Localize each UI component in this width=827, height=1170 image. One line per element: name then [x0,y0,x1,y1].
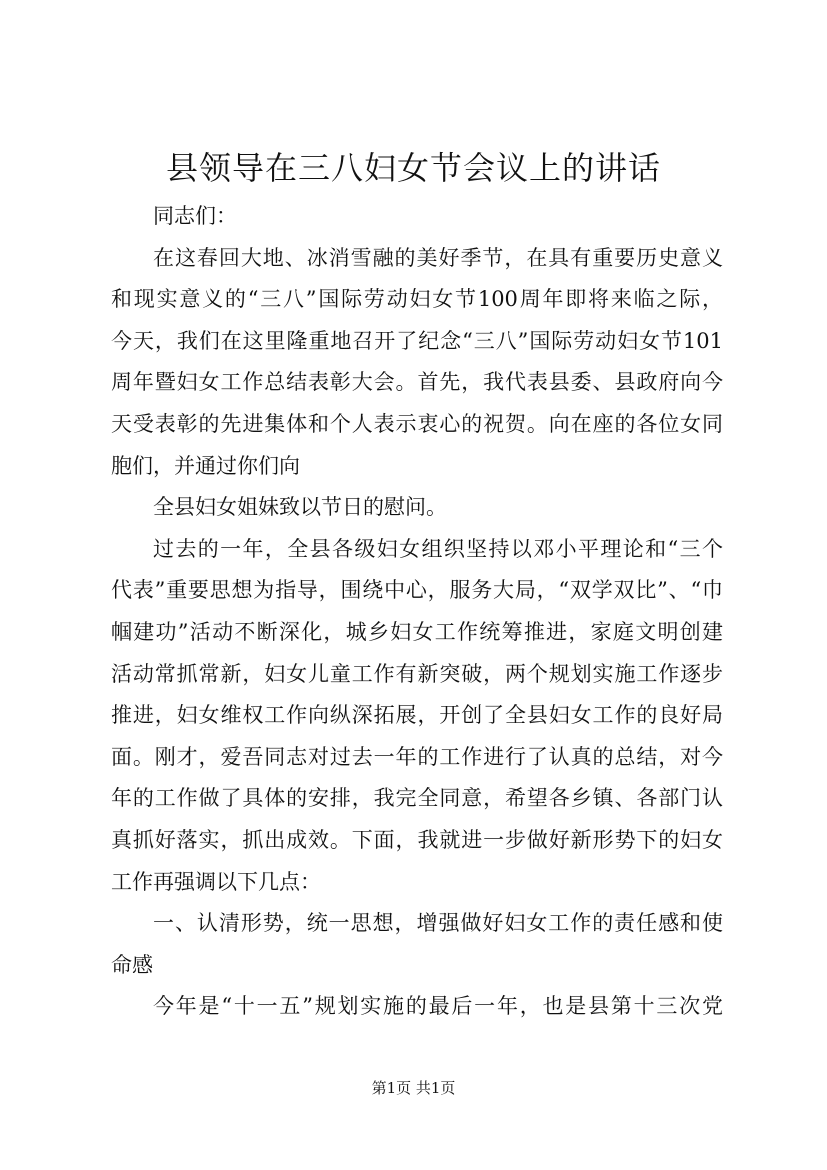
text-line: 同志们： [153,204,237,228]
text-line: 工作再强调以下几点： [111,869,321,894]
text-line: 今年是“十一五”规划实施的最后一年，也是县第十三次党 [153,994,723,1019]
text-line: 今天，我们在这里隆重地召开了纪念“三八”国际劳动妇女节101 [111,328,723,353]
text-line: 真抓好落实，抓出成效。下面，我就进一步做好新形势下的妇女 [111,827,723,852]
text-line: 和现实意义的“三八”国际劳动妇女节100周年即将来临之际， [111,287,723,312]
text-line: 天受表彰的先进集体和个人表示衷心的祝贺。向在座的各位女同 [111,411,723,436]
text-line: 在这春回大地、冰消雪融的美好季节，在具有重要历史意义 [153,245,723,270]
text-line: 活动常抓常新，妇女儿童工作有新突破，两个规划实施工作逐步 [111,661,723,686]
text-line: 面。刚才，爱吾同志对过去一年的工作进行了认真的总结，对今 [111,744,723,769]
text-line: 一、认清形势，统一思想，增强做好妇女工作的责任感和使 [153,911,723,936]
page-footer: 第1页 共1页 [371,1079,456,1097]
text-line: 推进，妇女维权工作向纵深拓展，开创了全县妇女工作的良好局 [111,703,723,728]
text-line: 代表”重要思想为指导，围绕中心，服务大局，“双学双比”、“巾 [111,578,723,603]
document-title: 县领导在三八妇女节会议上的讲话 [165,149,661,187]
text-line: 命感 [111,952,153,977]
text-line: 周年暨妇女工作总结表彰大会。首先，我代表县委、县政府向今 [111,370,723,395]
text-line: 年的工作做了具体的安排，我完全同意，希望各乡镇、各部门认 [111,786,723,811]
text-line: 全县妇女姐妹致以节日的慰问。 [153,495,447,520]
text-line: 过去的一年，全县各级妇女组织坚持以邓小平理论和“三个 [153,536,723,561]
document-body [111,196,723,1028]
text-line: 帼建功”活动不断深化，城乡妇女工作统筹推进，家庭文明创建 [111,619,723,644]
text-line: 胞们，并通过你们向 [111,453,300,478]
